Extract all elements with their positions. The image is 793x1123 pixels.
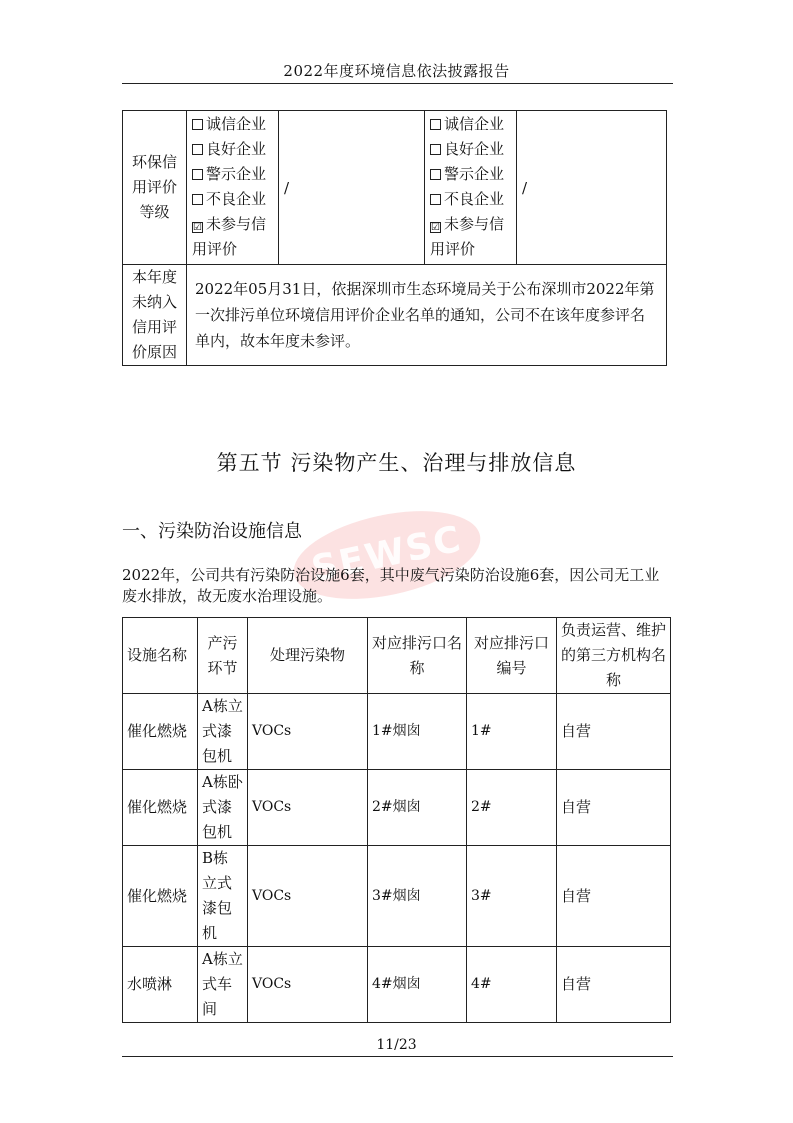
credit-rating-label: 环保信用评价等级 (123, 111, 187, 265)
table-cell: 3# (467, 846, 557, 947)
credit-option (430, 162, 514, 187)
checkbox-icon (430, 119, 441, 130)
credit-options-right (425, 111, 517, 265)
credit-option-label: 良好企业 (206, 140, 267, 158)
credit-reason-row (123, 265, 667, 366)
table-cell: 1# (467, 694, 557, 770)
footer-divider (122, 1056, 673, 1057)
table-cell: 自营 (557, 947, 671, 1023)
credit-option-label: 不良企业 (444, 190, 505, 208)
table-cell: VOCs (248, 947, 368, 1023)
credit-rating-table (122, 110, 667, 366)
credit-option (192, 137, 276, 162)
table-header-cell: 负责运营、维护的第三方机构名称 (557, 618, 671, 694)
facility-table (122, 617, 671, 1023)
table-cell: 1#烟囱 (368, 694, 467, 770)
credit-option-label: 诚信企业 (206, 115, 267, 133)
checkbox-icon (192, 194, 203, 205)
page-number: 11/23 (376, 1037, 417, 1053)
page-header-title: 2022年度环境信息依法披露报告 (283, 62, 510, 80)
credit-option (430, 187, 514, 212)
credit-option (192, 212, 276, 262)
credit-option-label: 不良企业 (206, 190, 267, 208)
table-cell: 自营 (557, 770, 671, 846)
checkbox-icon (430, 169, 441, 180)
checkbox-icon (430, 144, 441, 155)
table-cell: 4# (467, 947, 557, 1023)
subsection-title: 一、污染防治设施信息 (122, 521, 302, 542)
table-cell: 催化燃烧 (123, 694, 198, 770)
credit-option-label: 未参与信用评价 (430, 215, 505, 258)
credit-option (430, 137, 514, 162)
credit-options-left (187, 111, 279, 265)
credit-option (192, 162, 276, 187)
table-header-cell: 对应排污口编号 (467, 618, 557, 694)
table-cell: A栋卧式漆包机 (198, 770, 248, 846)
table-cell: A栋立式漆包机 (198, 694, 248, 770)
credit-option (430, 112, 514, 137)
table-cell: 自营 (557, 694, 671, 770)
credit-option-label: 警示企业 (206, 165, 267, 183)
table-row (123, 846, 671, 947)
header-divider (122, 83, 673, 84)
table-cell: 自营 (557, 846, 671, 947)
credit-option-label: 良好企业 (444, 140, 505, 158)
table-cell: 催化燃烧 (123, 846, 198, 947)
checkbox-icon (192, 119, 203, 130)
table-cell: VOCs (248, 770, 368, 846)
table-row (123, 694, 671, 770)
credit-option (192, 112, 276, 137)
credit-option-label: 警示企业 (444, 165, 505, 183)
table-cell: 催化燃烧 (123, 770, 198, 846)
watermark-logo: SEWSC (286, 496, 488, 614)
credit-option (430, 212, 514, 262)
table-cell: 水喷淋 (123, 947, 198, 1023)
table-cell: 3#烟囱 (368, 846, 467, 947)
checked-checkbox-icon: ☑ (431, 222, 440, 233)
facility-table-header-row (123, 618, 671, 694)
credit-right-value: / (517, 111, 667, 265)
credit-option (192, 187, 276, 212)
credit-option-label: 未参与信用评价 (192, 215, 267, 258)
table-cell: 2#烟囱 (368, 770, 467, 846)
table-header-cell: 设施名称 (123, 618, 198, 694)
checkbox-icon (430, 194, 441, 205)
checkbox-icon (192, 144, 203, 155)
table-header-cell: 对应排污口名称 (368, 618, 467, 694)
intro-paragraph: 2022年，公司共有污染防治设施6套，其中废气污染防治设施6套，因公司无工业废水排放，故无废水治理设施。 (122, 566, 660, 605)
credit-left-value: / (279, 111, 425, 265)
section-title: 第五节 污染物产生、治理与排放信息 (216, 451, 577, 475)
table-cell: VOCs (248, 846, 368, 947)
table-cell: A栋立式车间 (198, 947, 248, 1023)
table-cell: 4#烟囱 (368, 947, 467, 1023)
checked-checkbox-icon: ☑ (193, 222, 202, 233)
credit-option-label: 诚信企业 (444, 115, 505, 133)
credit-reason-label: 本年度未纳入信用评价原因 (123, 265, 187, 366)
checkbox-icon (192, 169, 203, 180)
credit-rating-row (123, 111, 667, 265)
table-cell: B栋立式漆包机 (198, 846, 248, 947)
table-cell: 2# (467, 770, 557, 846)
table-header-cell: 处理污染物 (248, 618, 368, 694)
table-row (123, 770, 671, 846)
table-cell: VOCs (248, 694, 368, 770)
table-row (123, 947, 671, 1023)
table-header-cell: 产污环节 (198, 618, 248, 694)
credit-reason-text: 2022年05月31日，依据深圳市生态环境局关于公布深圳市2022年第一次排污单位环境信用评价企业名单的通知，公司不在该年度参评名单内，故本年度未参评。 (187, 265, 667, 366)
